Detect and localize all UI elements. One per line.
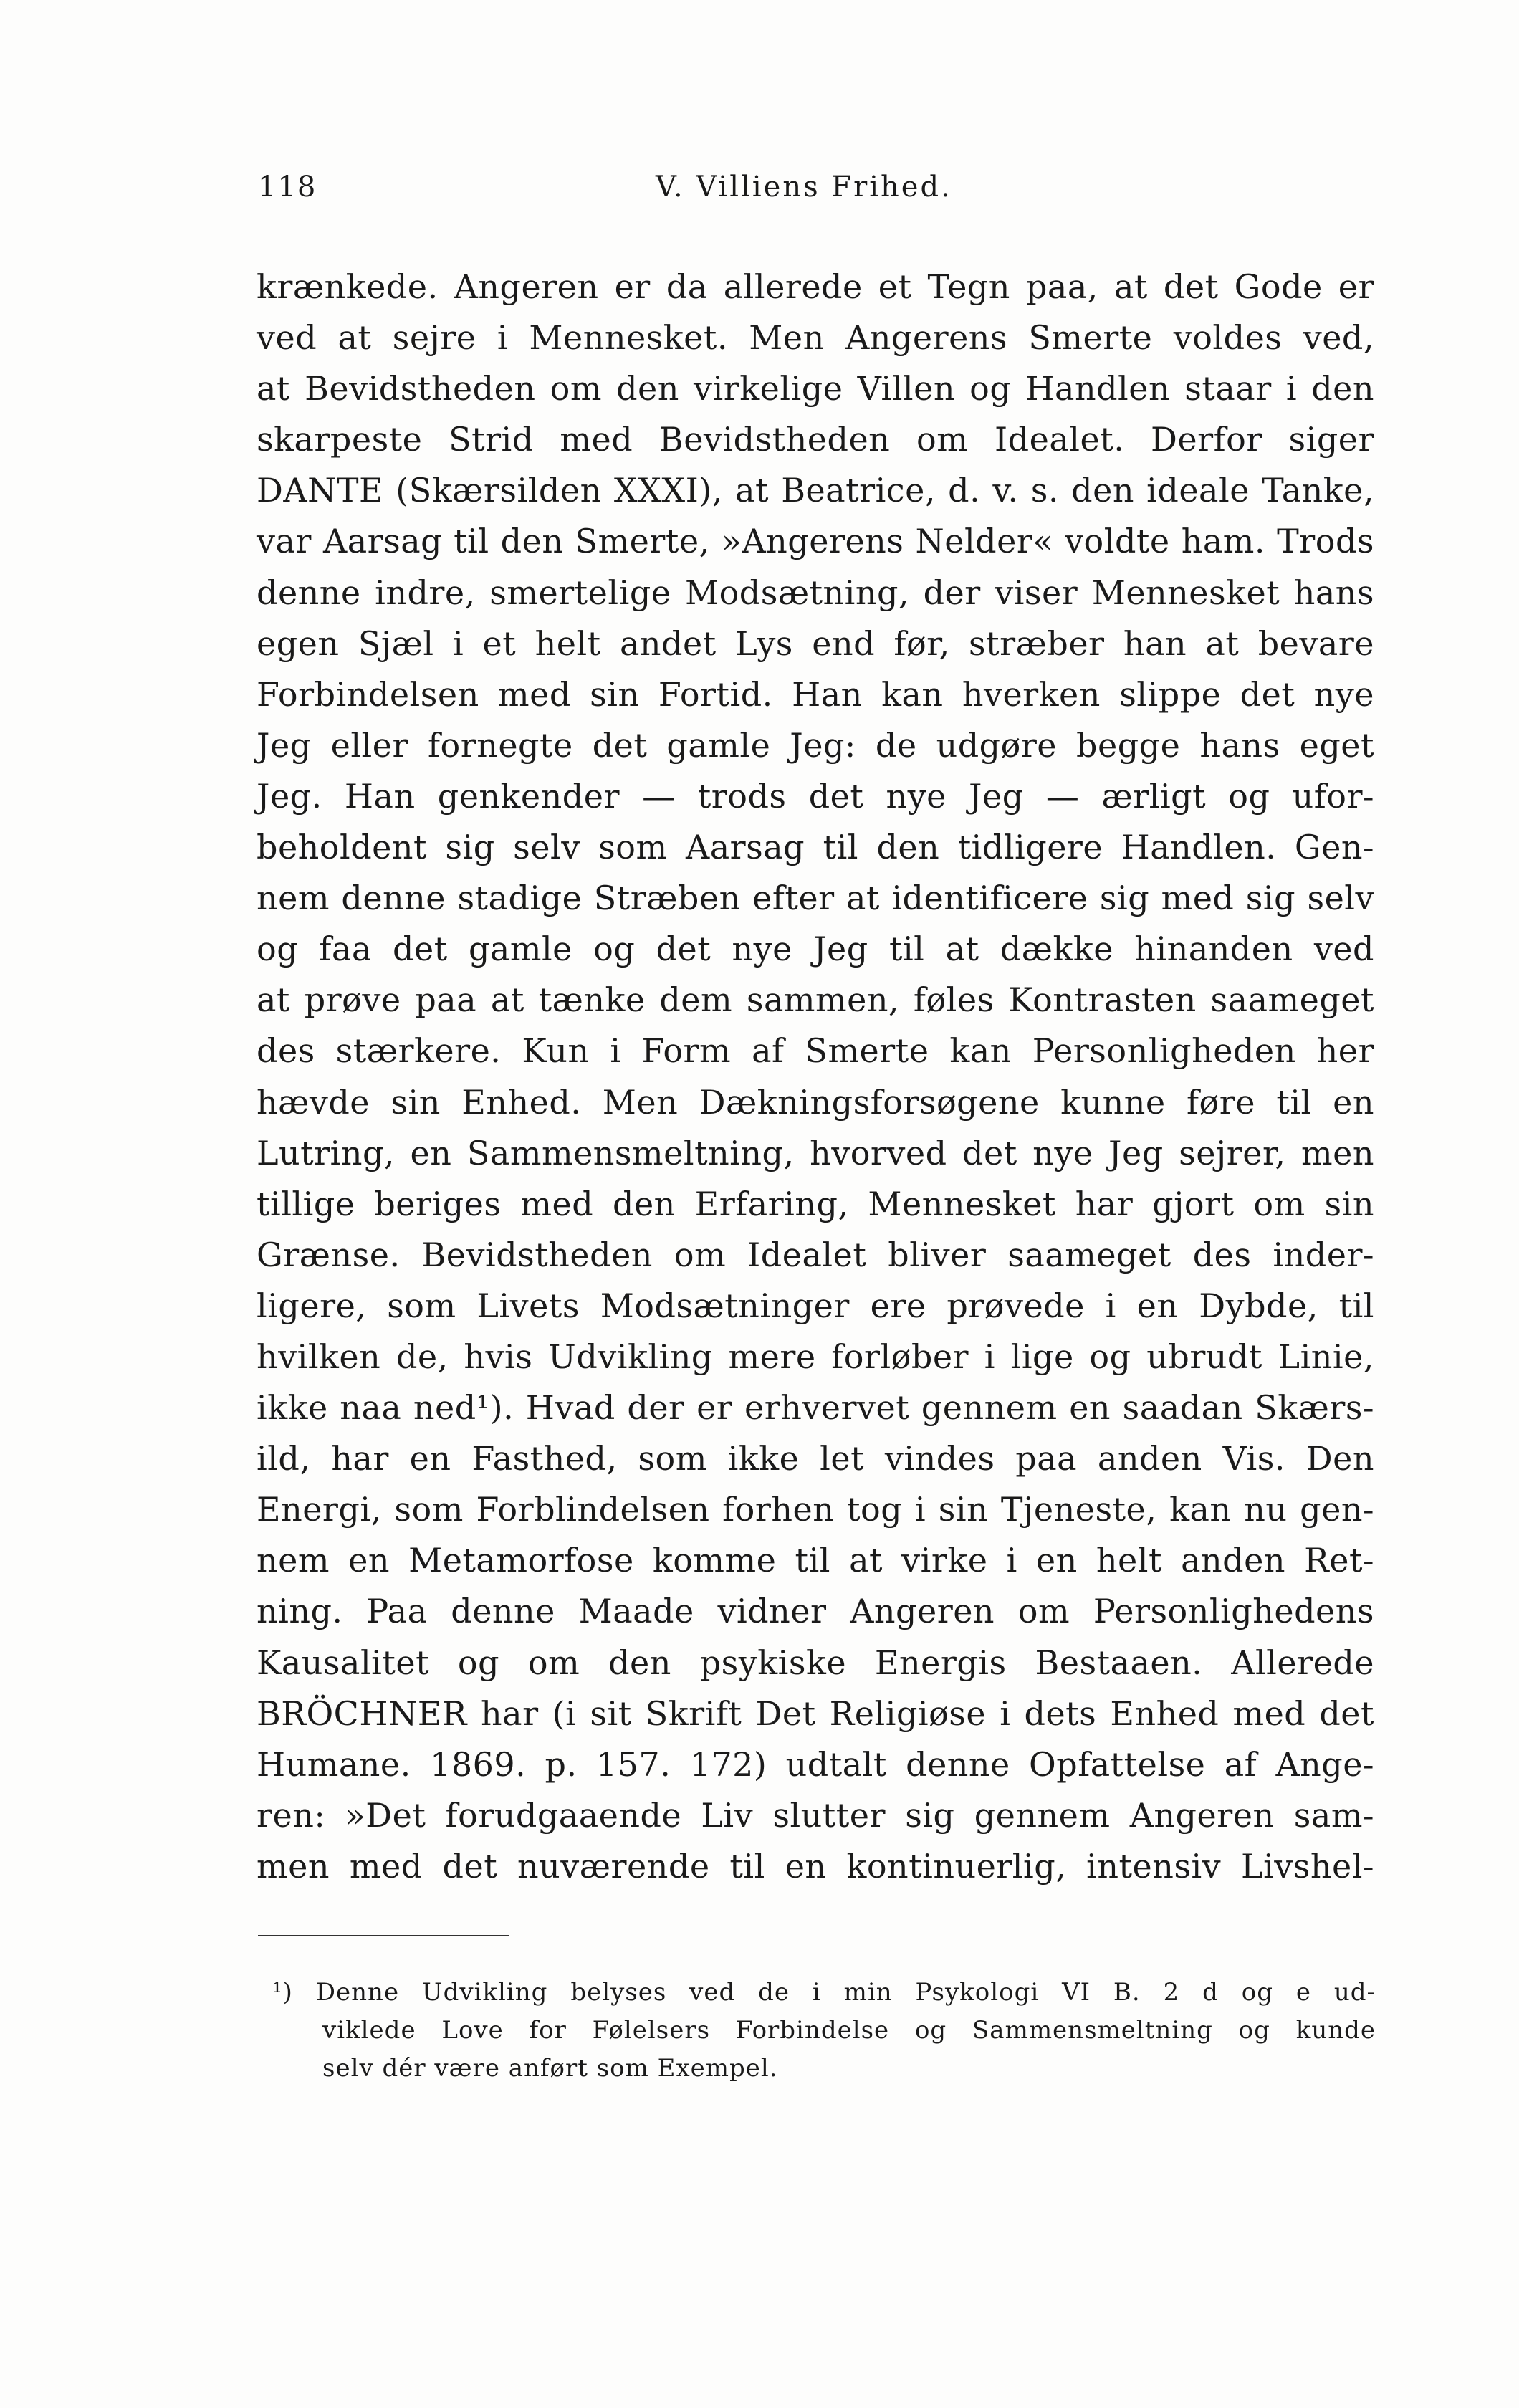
text-line: men med det nuværende til en kontinuerlig, intensiv Livshel-	[257, 1846, 1374, 1886]
text-line: hævde sin Enhed. Men Dækningsforsøgene kunne føre til en	[257, 1082, 1374, 1122]
footnote-line: viklede Love for Følelsers Forbindelse og Sammensmeltning og kunde	[322, 2016, 1376, 2045]
footnote-divider	[258, 1935, 509, 1936]
text-line: Forbindelsen med sin Fortid. Han kan hverken slippe det nye	[257, 674, 1374, 714]
text-line: ild, har en Fasthed, som ikke let vindes paa anden Vis. Den	[257, 1439, 1374, 1478]
text-line: Kausalitet og om den psykiske Energis Bestaaen. Allerede	[257, 1643, 1374, 1682]
footnote-line: selv dér være anført som Exempel.	[322, 2054, 778, 2083]
text-line: ved at sejre i Mennesket. Men Angerens Smerte voldes ved,	[257, 318, 1374, 358]
text-line: tillige beriges med den Erfaring, Mennesket har gjort om sin	[257, 1184, 1374, 1223]
text-line: skarpeste Strid med Bevidstheden om Idealet. Derfor siger	[257, 420, 1374, 459]
body-text	[257, 262, 1374, 1892]
footnote	[258, 1974, 1376, 2088]
text-line: nem denne stadige Stræben efter at identificere sig med sig selv	[257, 879, 1374, 918]
running-title: V. Villiens Frihed.	[656, 171, 952, 204]
text-line: var Aarsag til den Smerte, »Angerens Nelder« voldte ham. Trods	[257, 522, 1374, 561]
text-line: Grænse. Bevidstheden om Idealet bliver saameget des inder-	[257, 1235, 1374, 1274]
text-line: Energi, som Forblindelsen forhen tog i sin Tjeneste, kan nu gen-	[257, 1490, 1374, 1529]
text-line: at prøve paa at tænke dem sammen, føles Kontrasten saameget	[257, 980, 1374, 1020]
text-line: egen Sjæl i et helt andet Lys end før, stræber han at bevare	[257, 624, 1374, 663]
text-line: DANTE (Skærsilden XXXI), at Beatrice, d. v. s. den ideale Tanke,	[257, 471, 1374, 510]
page-header	[258, 171, 1376, 214]
page-number: 118	[258, 171, 317, 204]
text-line: Humane. 1869. p. 157. 172) udtalt denne Opfattelse af Ange-	[257, 1744, 1374, 1784]
text-line: ligere, som Livets Modsætninger ere prøvede i en Dybde, til	[257, 1286, 1374, 1325]
text-line: at Bevidstheden om den virkelige Villen og Handlen staar i den	[257, 369, 1374, 408]
text-line: BRÖCHNER har (i sit Skrift Det Religiøse i dets Enhed med det	[257, 1693, 1374, 1733]
text-line: ning. Paa denne Maade vidner Angeren om Personlighedens	[257, 1592, 1374, 1631]
footnote-line: ¹) Denne Udvikling belyses ved de i min Psykologi VI B. 2 d og e ud-	[272, 1978, 1376, 2007]
text-line: ikke naa ned¹). Hvad der er erhvervet gennem en saadan Skærs-	[257, 1388, 1374, 1428]
text-line: beholdent sig selv som Aarsag til den tidligere Handlen. Gen-	[257, 828, 1374, 867]
text-line: Jeg. Han genkender — trods det nye Jeg — ærligt og ufor-	[257, 776, 1374, 816]
text-line: og faa det gamle og det nye Jeg til at dække hinanden ved	[257, 930, 1374, 969]
text-line: des stærkere. Kun i Form af Smerte kan Personligheden her	[257, 1031, 1374, 1071]
text-line: Lutring, en Sammensmeltning, hvorved det nye Jeg sejrer, men	[257, 1133, 1374, 1172]
text-line: ren: »Det forudgaaende Liv slutter sig gennem Angeren sam-	[257, 1795, 1374, 1835]
text-line: Jeg eller fornegte det gamle Jeg: de udgøre begge hans eget	[257, 725, 1374, 765]
text-line: denne indre, smertelige Modsætning, der viser Mennesket hans	[257, 573, 1374, 612]
text-line: krænkede. Angeren er da allerede et Tegn paa, at det Gode er	[257, 267, 1374, 306]
text-line: hvilken de, hvis Udvikling mere forløber i lige og ubrudt Linie,	[257, 1337, 1374, 1376]
text-line: nem en Metamorfose komme til at virke i en helt anden Ret-	[257, 1541, 1374, 1580]
